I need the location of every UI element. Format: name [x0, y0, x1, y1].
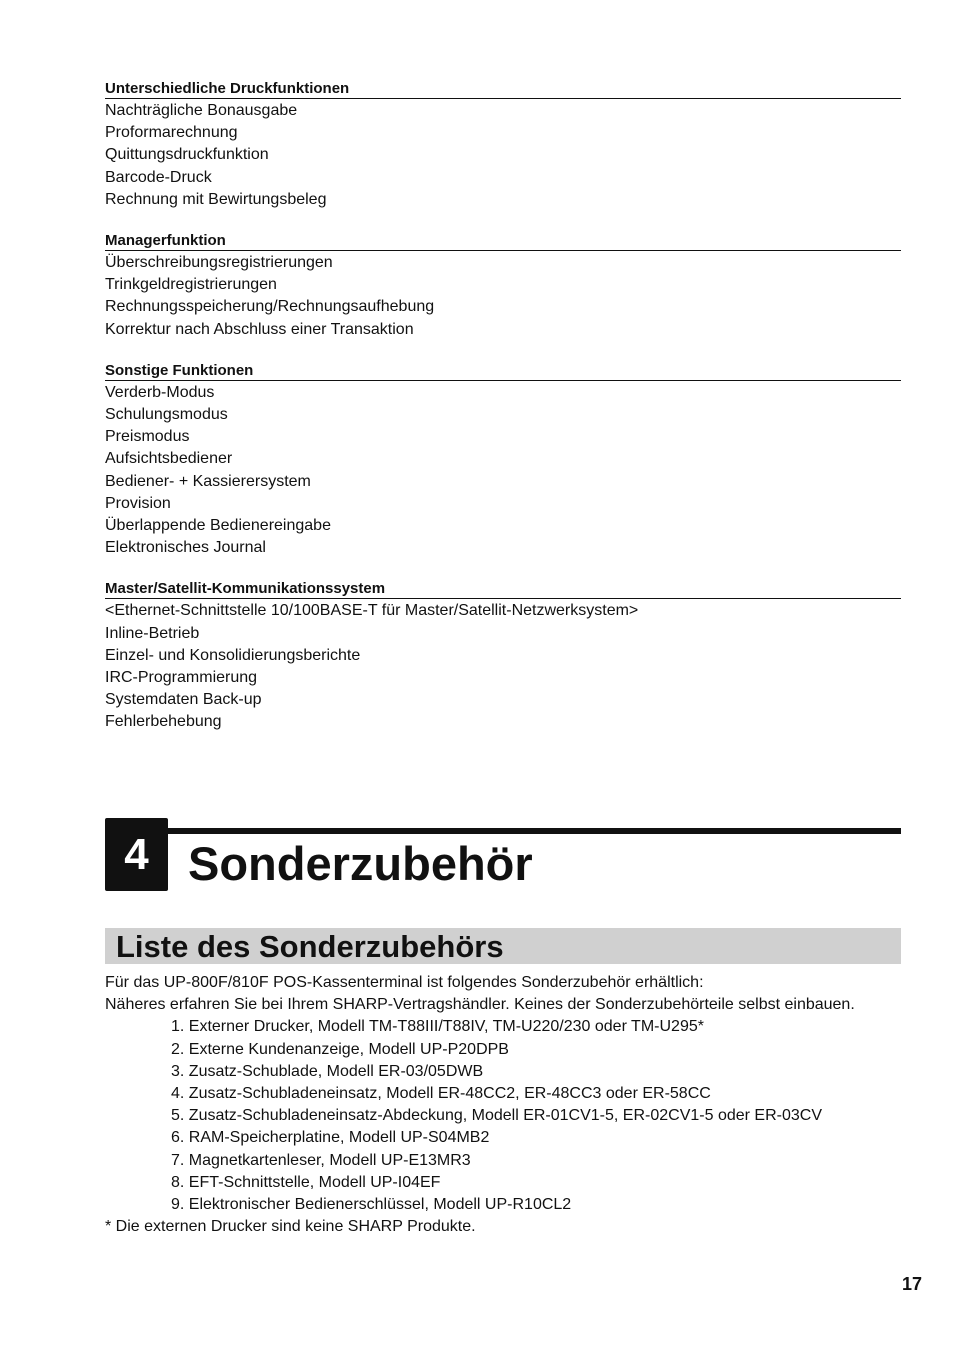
list-item: 9. Elektronischer Bedienerschlüssel, Modell UP-R10CL2 [171, 1196, 572, 1214]
chapter-number-badge: 4 [105, 818, 168, 891]
intro-text: Näheres erfahren Sie bei Ihrem SHARP-Vertragshändler. Keines der Sonderzubehörteile selbst einbauen. [105, 996, 855, 1014]
section-master-satellite [105, 580, 901, 733]
list-item: 2. Externe Kundenanzeige, Modell UP-P20DPB [171, 1040, 509, 1058]
list-item: Inline-Betrieb [105, 624, 200, 642]
section-printing-functions [105, 80, 901, 211]
list-item: Quittungsdruckfunktion [105, 146, 269, 164]
list-item: Schulungsmodus [105, 406, 228, 424]
list-item: Preismodus [105, 428, 190, 446]
intro-text: Für das UP-800F/810F POS-Kassenterminal ist folgendes Sonderzubehör erhältlich: [105, 974, 704, 991]
list-item: 6. RAM-Speicherplatine, Modell UP-S04MB2 [171, 1129, 490, 1147]
list-item: Systemdaten Back-up [105, 691, 262, 709]
list-item: IRC-Programmierung [105, 669, 258, 687]
list-item: Verderb-Modus [105, 383, 215, 401]
list-item: 3. Zusatz-Schublade, Modell ER-03/05DWB [171, 1062, 484, 1080]
section-other-functions [105, 362, 901, 560]
section-title: Sonstige Funktionen [105, 362, 901, 381]
list-item: Trinkgeldregistrierungen [105, 276, 277, 294]
list-item: Elektronisches Journal [105, 539, 266, 557]
accessories-list [105, 972, 905, 1238]
list-item: 8. EFT-Schnittstelle, Modell UP-I04EF [171, 1173, 441, 1191]
chapter-rule [168, 828, 901, 834]
section-manager-function [105, 232, 901, 341]
subheading-bar [105, 928, 901, 964]
section-items [105, 100, 901, 211]
section-items [105, 382, 901, 560]
chapter-title: Sonderzubehör [188, 837, 533, 890]
list-item: Einzel- und Konsolidierungsberichte [105, 646, 361, 664]
list-item: Fehlerbehebung [105, 713, 222, 731]
list-item: Überschreibungsregistrierungen [105, 254, 333, 272]
feature-list [105, 80, 901, 755]
section-items [105, 600, 901, 733]
list-item: <Ethernet-Schnittstelle 10/100BASE-T für Master/Satellit-Netzwerksystem> [105, 602, 639, 620]
list-item: Überlappende Bedienereingabe [105, 517, 331, 535]
footnote: * Die externen Drucker sind keine SHARP Produkte. [105, 1218, 476, 1236]
list-item: Proformarechnung [105, 124, 238, 142]
chapter-header [105, 818, 901, 892]
list-item: 4. Zusatz-Schubladeneinsatz, Modell ER-48CC2, ER-48CC3 oder ER-58CC [171, 1085, 711, 1103]
list-item: 1. Externer Drucker, Modell TM-T88III/T88IV, TM-U220/230 oder TM-U295* [171, 1018, 704, 1036]
section-title: Master/Satellit-Kommunikationssystem [105, 580, 901, 599]
section-items [105, 252, 901, 341]
list-item: Aufsichtsbediener [105, 450, 233, 468]
list-item: Barcode-Druck [105, 168, 212, 186]
accessory-items [105, 1016, 905, 1216]
list-item: 5. Zusatz-Schubladeneinsatz-Abdeckung, Modell ER-01CV1-5, ER-02CV1-5 oder ER-03CV [171, 1107, 822, 1125]
list-item: Nachträgliche Bonausgabe [105, 102, 298, 119]
list-item: Korrektur nach Abschluss einer Transaktion [105, 320, 414, 338]
list-item: Rechnungsspeicherung/Rechnungsaufhebung [105, 298, 435, 316]
subheading-title: Liste des Sonderzubehörs [116, 929, 504, 964]
section-title: Managerfunktion [105, 232, 901, 251]
list-item: Rechnung mit Bewirtungsbeleg [105, 190, 327, 208]
section-title: Unterschiedliche Druckfunktionen [105, 80, 901, 99]
list-item: 7. Magnetkartenleser, Modell UP-E13MR3 [171, 1151, 471, 1169]
list-item: Provision [105, 494, 171, 512]
page-number: 17 [901, 1274, 922, 1294]
list-item: Bediener- + Kassierersystem [105, 472, 311, 490]
